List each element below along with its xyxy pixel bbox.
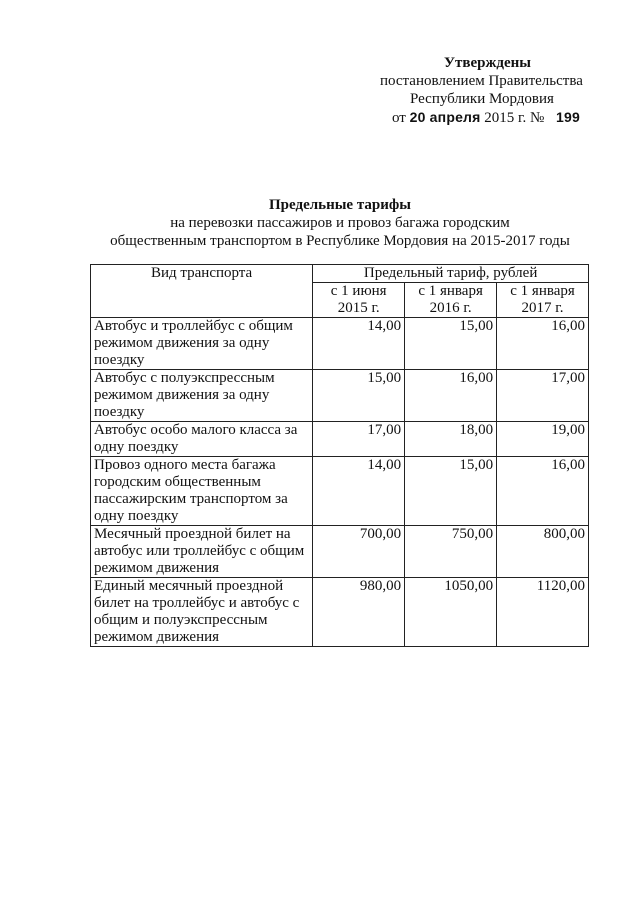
approval-region-line: Республики Мордовия	[410, 91, 554, 107]
approval-date-line	[360, 108, 610, 127]
row-transport-kind: Автобус и троллейбус с общим режимом движения за одну поездку	[91, 318, 313, 370]
row-tariff-2017: 17,00	[497, 370, 589, 422]
row-tariff-2016: 16,00	[405, 370, 497, 422]
approval-day-month: 20 апреля	[409, 109, 481, 125]
document-title: Предельные тарифы	[269, 197, 411, 213]
header-tariff: Предельный тариф, рублей	[313, 265, 589, 283]
table-row	[91, 457, 589, 526]
header-date-2017: с 1 января 2017 г.	[497, 283, 589, 318]
approval-title: Утверждены	[444, 55, 531, 71]
row-tariff-2016: 750,00	[405, 526, 497, 578]
table-row	[91, 318, 589, 370]
approval-decree-line: постановлением Правительства	[380, 73, 583, 89]
header-date-2015: с 1 июня 2015 г.	[313, 283, 405, 318]
approval-block	[360, 54, 610, 127]
table-row	[91, 578, 589, 647]
row-transport-kind: Единый месячный проездной билет на троллейбус и автобус с общим и полуэкспрессным режимом движения	[91, 578, 313, 647]
approval-date-prefix: от	[392, 110, 406, 126]
row-tariff-2015: 15,00	[313, 370, 405, 422]
row-tariff-2017: 16,00	[497, 457, 589, 526]
row-transport-kind: Автобус с полуэкспрессным режимом движения за одну поездку	[91, 370, 313, 422]
row-tariff-2015: 14,00	[313, 318, 405, 370]
approval-number: 199	[556, 109, 581, 125]
row-tariff-2015: 14,00	[313, 457, 405, 526]
row-tariff-2017: 16,00	[497, 318, 589, 370]
document-subtitle-line1: на перевозки пассажиров и провоз багажа городским	[170, 215, 510, 231]
row-tariff-2016: 15,00	[405, 457, 497, 526]
header-transport-kind: Вид транспорта	[91, 265, 313, 318]
row-tariff-2015: 980,00	[313, 578, 405, 647]
row-tariff-2017: 19,00	[497, 422, 589, 457]
row-tariff-2016: 18,00	[405, 422, 497, 457]
document-heading	[90, 196, 590, 250]
row-tariff-2015: 17,00	[313, 422, 405, 457]
row-tariff-2015: 700,00	[313, 526, 405, 578]
row-tariff-2016: 1050,00	[405, 578, 497, 647]
row-transport-kind: Месячный проездной билет на автобус или троллейбус с общим режимом движения	[91, 526, 313, 578]
tariff-table	[90, 264, 589, 647]
table-row	[91, 422, 589, 457]
table-row	[91, 526, 589, 578]
row-tariff-2016: 15,00	[405, 318, 497, 370]
row-tariff-2017: 800,00	[497, 526, 589, 578]
approval-year: 2015 г. №	[484, 110, 545, 126]
row-transport-kind: Провоз одного места багажа городским общественным пассажирским транспортом за одну поездку	[91, 457, 313, 526]
row-tariff-2017: 1120,00	[497, 578, 589, 647]
document-subtitle-line2: общественным транспортом в Республике Мордовия на 2015-2017 годы	[110, 233, 570, 249]
row-transport-kind: Автобус особо малого класса за одну поездку	[91, 422, 313, 457]
header-date-2016: с 1 января 2016 г.	[405, 283, 497, 318]
table-row	[91, 370, 589, 422]
